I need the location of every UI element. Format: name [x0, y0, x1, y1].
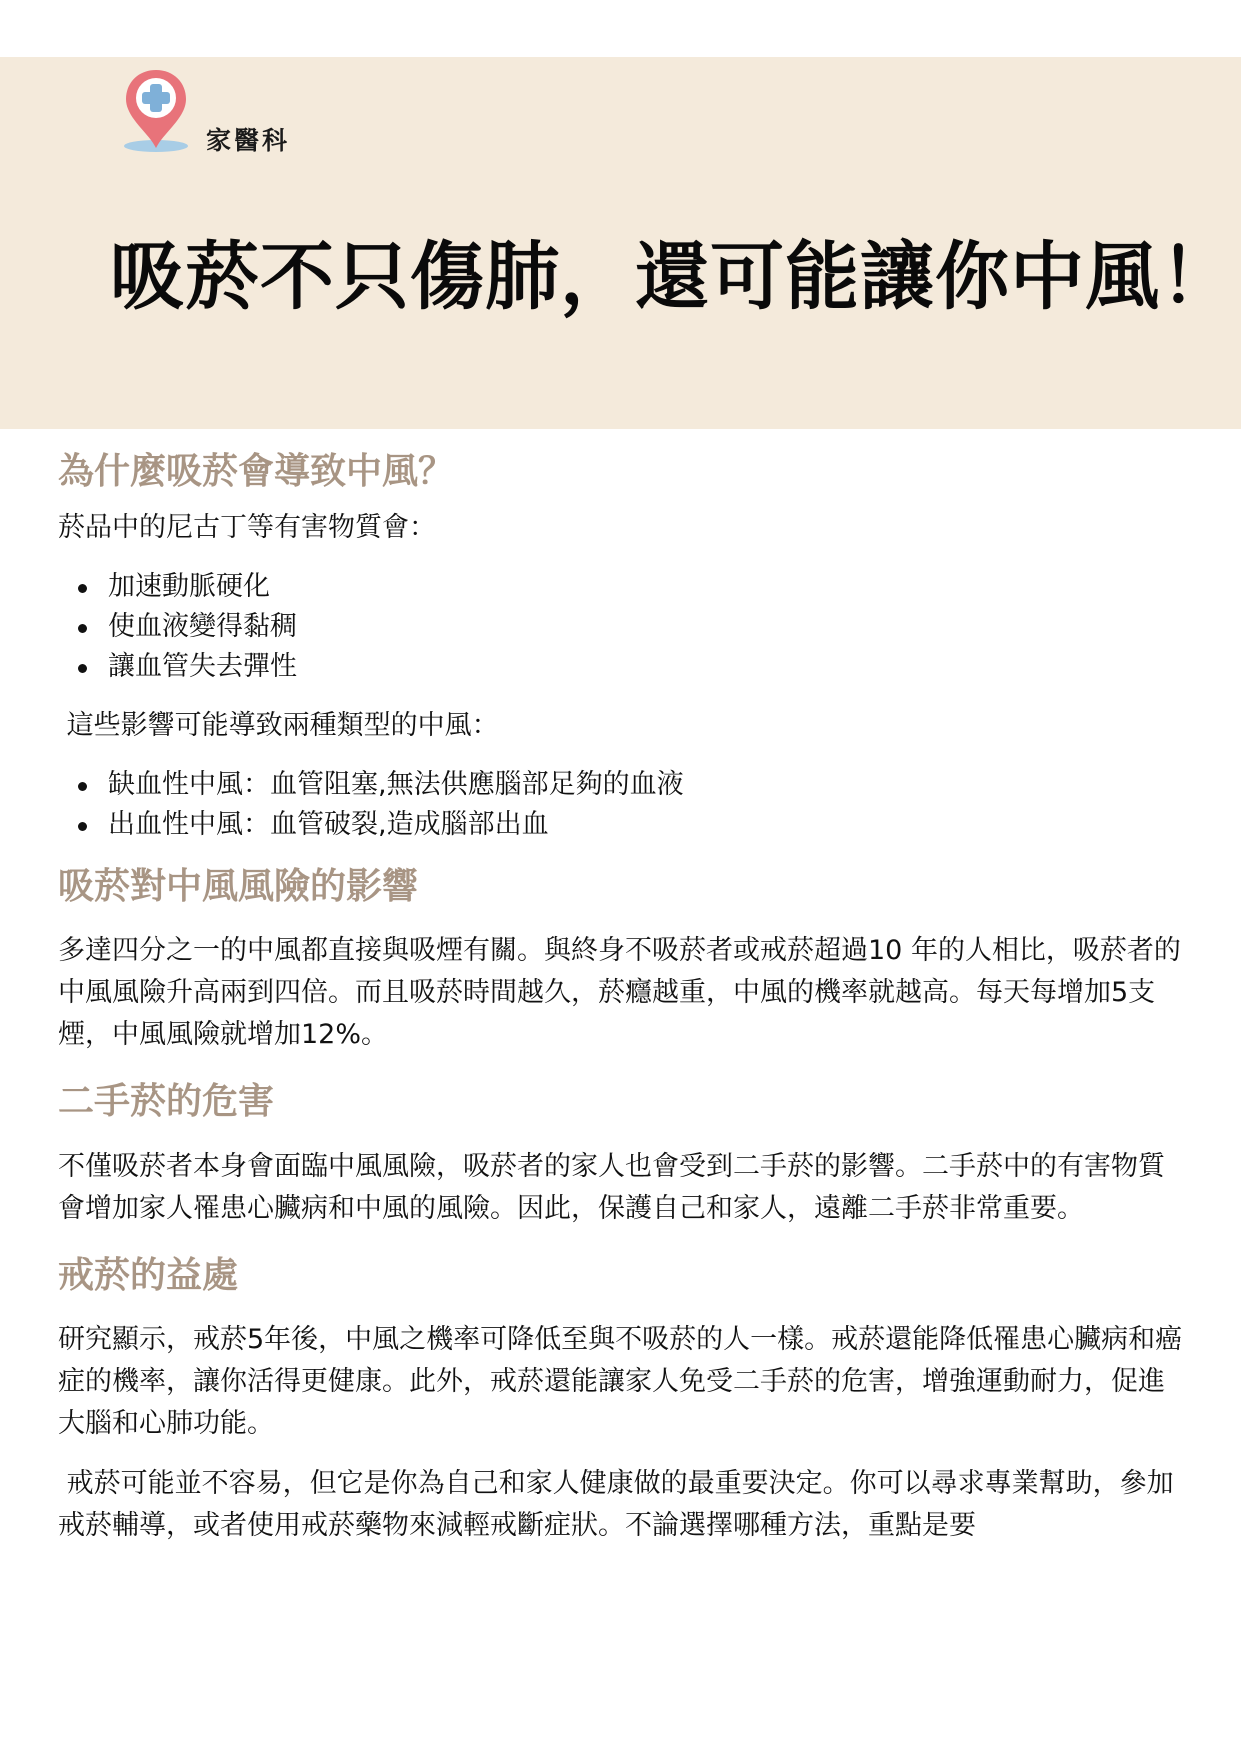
- paragraph: 戒菸可能並不容易，但它是你為自己和家人健康做的最重要決定。你可以尋求專業幫助，參加戒菸輔導，或者使用戒菸藥物來減輕戒斷症狀。不論選擇哪種方法，重點是要: [58, 1467, 1174, 1541]
- section-heading: 為什麼吸菸會導致中風？: [58, 451, 455, 492]
- page-title: 吸菸不只傷肺，還可能讓你中風！: [110, 234, 1235, 320]
- bullet-list: [58, 765, 1188, 845]
- list-item: 加速動脈硬化: [58, 567, 1188, 607]
- location-pin-icon: [118, 66, 194, 156]
- clinic-logo-text: 家醫科: [206, 126, 291, 155]
- list-item: 讓血管失去彈性: [58, 647, 1188, 687]
- paragraph: 不僅吸菸者本身會面臨中風風險，吸菸者的家人也會受到二手菸的影響。二手菸中的有害物質會增加家人罹患心臟病和中風的風險。因此，保護自己和家人，遠離二手菸非常重要。: [58, 1150, 1165, 1224]
- list-item: 出血性中風：血管破裂,造成腦部出血: [58, 805, 1188, 845]
- section-heading: 吸菸對中風風險的影響: [58, 866, 419, 908]
- section-heading: 二手菸的危害: [58, 1081, 275, 1123]
- section-heading: 戒菸的益處: [58, 1254, 239, 1296]
- list-item: 使血液變得黏稠: [58, 607, 1188, 647]
- article-body: [58, 450, 1188, 1547]
- paragraph: 菸品中的尼古丁等有害物質會：: [58, 512, 436, 544]
- bullet-list: [58, 567, 1188, 687]
- paragraph: 這些影響可能導致兩種類型的中風：: [58, 710, 499, 742]
- paragraph: 研究顯示，戒菸5年後，中風之機率可降低至與不吸菸的人一樣。戒菸還能降低罹患心臟病和癌症的機率，讓你活得更健康。此外，戒菸還能讓家人免受二手菸的危害，增強運動耐力，促進大腦和心肺功能。: [58, 1323, 1183, 1439]
- paragraph: 多達四分之一的中風都直接與吸煙有關。與終身不吸菸者或戒菸超過10 年的人相比，吸菸者的中風風險升高兩到四倍。而且吸菸時間越久，菸癮越重，中風的機率就越高。每天每增加5支煙，中風風險就增加12%。: [58, 935, 1181, 1051]
- list-item: 缺血性中風：血管阻塞,無法供應腦部足夠的血液: [58, 765, 1188, 805]
